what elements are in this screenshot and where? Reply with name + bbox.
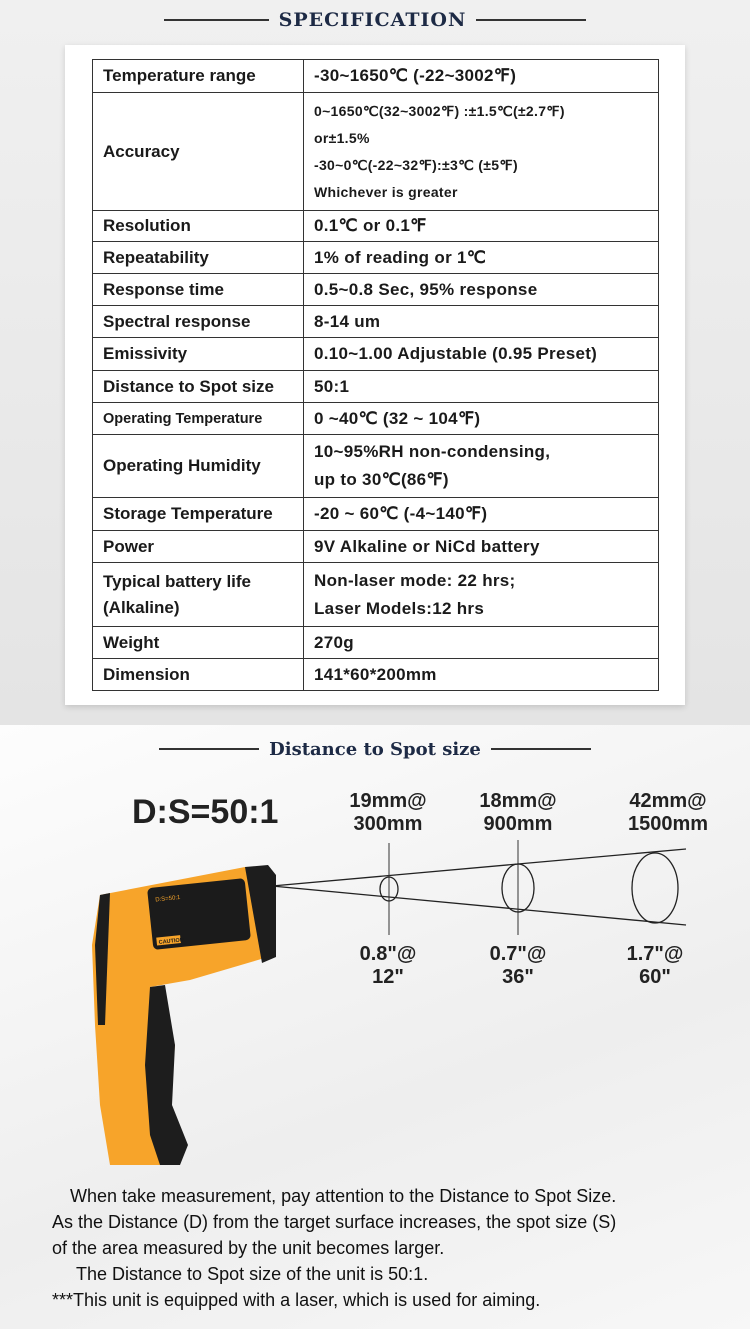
spec-row: [93, 371, 659, 403]
spec-row: [93, 563, 659, 627]
spec-value-line: up to 30℃(86℉): [314, 470, 449, 489]
spec-value-line: Non-laser mode: 22 hrs;: [314, 570, 516, 590]
spec-value-line: or±1.5%: [314, 129, 370, 146]
description: [52, 1183, 732, 1313]
distance-mm: 300mm: [353, 813, 423, 835]
spec-value-line: 10~95%RH non-condensing,: [314, 442, 551, 461]
spot-distance-mm: [328, 790, 448, 836]
spec-key: [93, 93, 304, 211]
spec-key: [93, 498, 304, 531]
spec-value: -30~1650℃ (-22~3002℉): [304, 60, 659, 93]
beam-bottom-line: [272, 886, 686, 925]
gun-label: D:S=50:1: [155, 894, 181, 904]
spot-ellipse-3: [632, 853, 678, 923]
spec-key-text: Emissivity: [103, 344, 188, 363]
description-line: ***This unit is equipped with a laser, which is used for aiming.: [52, 1290, 541, 1310]
spec-title-text: SPECIFICATION: [278, 9, 467, 31]
spec-value-line: -30~0℃(-22~32℉):±3℃ (±5℉): [314, 156, 518, 173]
spec-key-text: Dimension: [103, 664, 190, 684]
spec-key: [93, 403, 304, 435]
thermometer-gun-image: [92, 865, 276, 1165]
distance-mm: 1500mm: [627, 813, 709, 835]
spec-key: [93, 338, 304, 371]
spec-key-text: Distance to Spot size: [103, 376, 274, 396]
spot-distance-inch: [328, 943, 448, 989]
distance-mm: 900mm: [483, 813, 553, 835]
spec-row: [93, 338, 659, 371]
spec-key: [93, 531, 304, 563]
ds-title-text: Distance to Spot size: [269, 738, 481, 760]
spec-value-line: 0~1650℃(32~3002℉) :±1.5℃(±2.7℉): [314, 102, 565, 119]
spec-key-text: Operating Humidity: [103, 456, 261, 475]
spec-key: [93, 659, 304, 691]
spec-key-text: Temperature range: [103, 66, 256, 85]
spot-distance-mm: [458, 790, 578, 836]
spec-key: [93, 60, 304, 93]
spec-value: [304, 563, 659, 627]
spec-value: [304, 435, 659, 498]
spec-value: [304, 93, 659, 211]
spot-size-mm: 18mm@: [479, 790, 557, 812]
spot-size-inch: 1.7"@: [626, 943, 684, 965]
spot-distance-inch: [595, 943, 715, 989]
description-line: As the Distance (D) from the target surface increases, the spot size (S): [52, 1212, 617, 1232]
spec-row: [93, 435, 659, 498]
spec-key: [93, 274, 304, 306]
spot-size-inch: 0.8"@: [359, 943, 417, 965]
beam-top-line: [272, 849, 686, 886]
distance-inch: 60": [639, 966, 671, 988]
spec-row: [93, 306, 659, 338]
spec-row: [93, 274, 659, 306]
spot-distance-inch: [458, 943, 578, 989]
spot-size-inch: 0.7"@: [489, 943, 547, 965]
spec-value: 0.1℃ or 0.1℉: [304, 211, 659, 242]
spec-key-text: Spectral response: [103, 311, 251, 331]
description-line: When take measurement, pay attention to the Distance to Spot Size.: [70, 1186, 617, 1206]
spot-distance-mm: [608, 790, 728, 836]
description-line: The Distance to Spot size of the unit is 50:1.: [76, 1264, 429, 1284]
spec-value: 270g: [304, 627, 659, 659]
spec-row: [93, 531, 659, 563]
spec-value-line: Laser Models:12 hrs: [314, 598, 485, 618]
spec-value: -20 ~ 60℃ (-4~140℉): [304, 498, 659, 531]
spec-key: [93, 371, 304, 403]
spec-key-text: (Alkaline): [103, 597, 180, 617]
ds-ratio: D:S=50:1: [132, 793, 279, 831]
spec-key-text: Power: [103, 536, 155, 556]
spec-value: 9V Alkaline or NiCd battery: [304, 531, 659, 563]
spec-key: [93, 627, 304, 659]
spec-key: [93, 435, 304, 498]
spec-value: 141*60*200mm: [304, 659, 659, 691]
spec-row: [93, 211, 659, 242]
spec-value-line: Whichever is greater: [314, 183, 458, 200]
spec-key-text: Operating Temperature: [103, 410, 263, 427]
spec-key-text: Repeatability: [103, 247, 209, 267]
spec-key-text: Accuracy: [103, 141, 180, 161]
spec-row: [93, 659, 659, 691]
spec-row: [93, 60, 659, 93]
spec-title: [0, 8, 750, 32]
spec-table: [92, 59, 659, 691]
spec-key: [93, 211, 304, 242]
spec-value: 0.5~0.8 Sec, 95% response: [304, 274, 659, 306]
description-line: of the area measured by the unit becomes larger.: [52, 1238, 445, 1258]
spec-key-text: Weight: [103, 632, 160, 652]
spec-value: 1% of reading or 1℃: [304, 242, 659, 274]
spec-key-text: Typical battery life: [103, 571, 252, 591]
spec-key: [93, 306, 304, 338]
spec-value: 50:1: [304, 371, 659, 403]
spec-value: 0.10~1.00 Adjustable (0.95 Preset): [304, 338, 659, 371]
spec-row: [93, 242, 659, 274]
spec-row: [93, 93, 659, 211]
spec-row: [93, 498, 659, 531]
spec-row: [93, 403, 659, 435]
spec-key-text: Storage Temperature: [103, 504, 273, 523]
spot-size-mm: 19mm@: [349, 790, 427, 812]
distance-inch: 12": [372, 966, 404, 988]
spec-key-text: Resolution: [103, 216, 191, 235]
spec-row: [93, 627, 659, 659]
spec-key: [93, 242, 304, 274]
spec-key-text: Response time: [103, 279, 224, 299]
distance-inch: 36": [502, 966, 534, 988]
spec-key: [93, 563, 304, 627]
spec-value: 0 ~40℃ (32 ~ 104℉): [304, 403, 659, 435]
spec-value: 8-14 um: [304, 306, 659, 338]
gun-caution-text: CAUTION: [158, 937, 185, 946]
spot-size-mm: 42mm@: [629, 790, 707, 812]
